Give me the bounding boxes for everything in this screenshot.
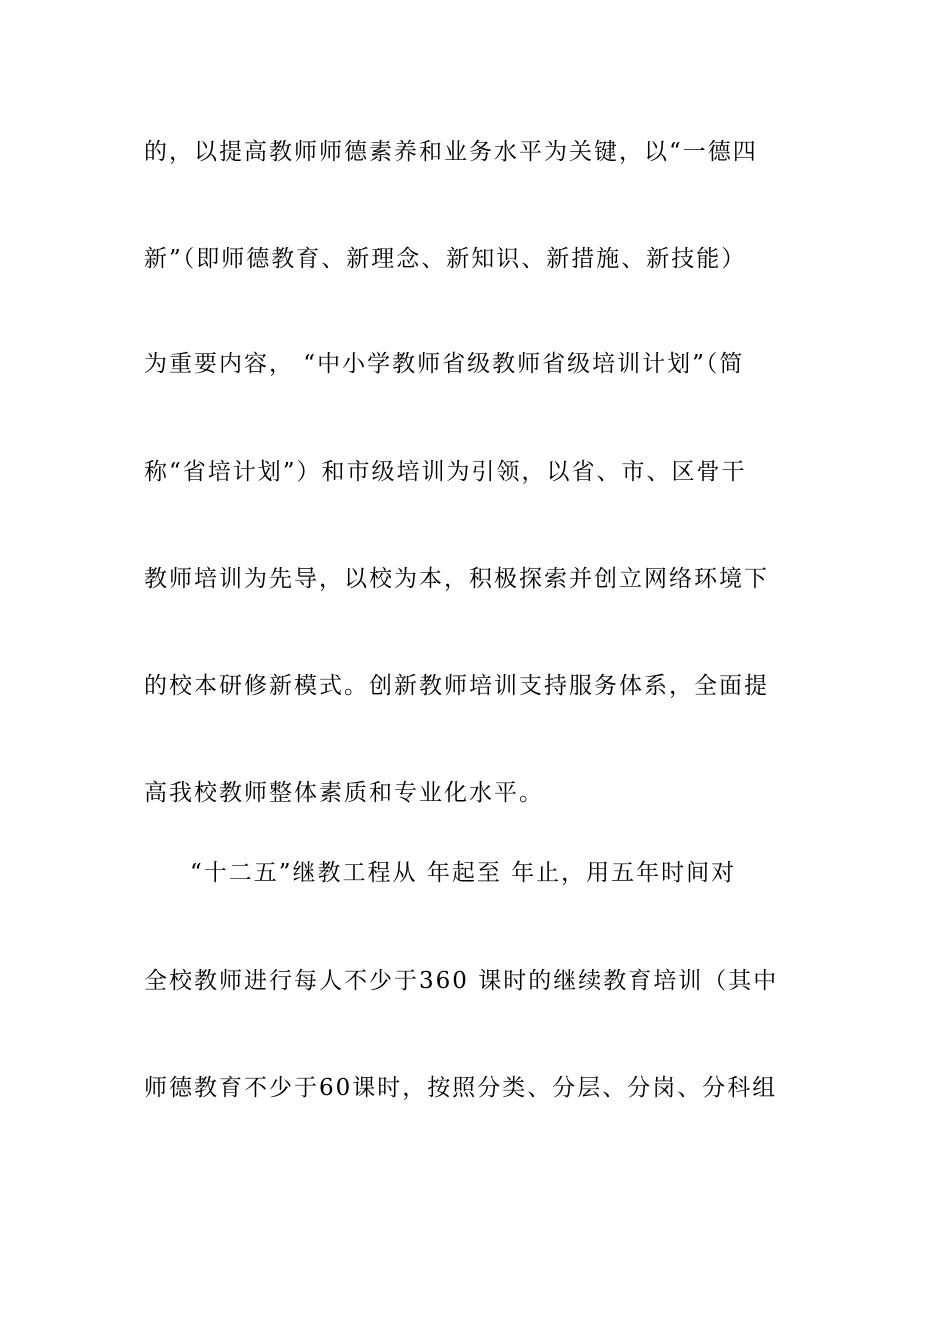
text-line-10: 师德教育不少于60课时，按照分类、分层、分岗、分科组: [144, 1075, 778, 1101]
text-line-6: 的校本研修新模式。创新教师培训支持服务体系，全面提: [144, 673, 769, 699]
text-line-3: 为重要内容， “中小学教师省级教师省级培训计划”（简: [144, 351, 745, 377]
text-line-4: 称“省培计划”）和市级培训为引领，以省、市、区骨干: [144, 459, 747, 485]
text-line-2: 新”（即师德教育、新理念、新知识、新措施、新技能）: [144, 246, 747, 272]
text-line-7: 高我校教师整体素质和专业化水平。: [144, 780, 544, 806]
paragraph-start-line: “十二五”继教工程从 年起至 年止，用五年时间对: [190, 860, 737, 886]
text-line-1: 的，以提高教师师德素养和业务水平为关键，以“一德四: [144, 139, 758, 165]
text-line-9: 全校教师进行每人不少于360 课时的继续教育培训（其中: [144, 968, 779, 994]
text-line-5: 教师培训为先导，以校为本，积极探索并创立网络环境下: [144, 566, 769, 592]
